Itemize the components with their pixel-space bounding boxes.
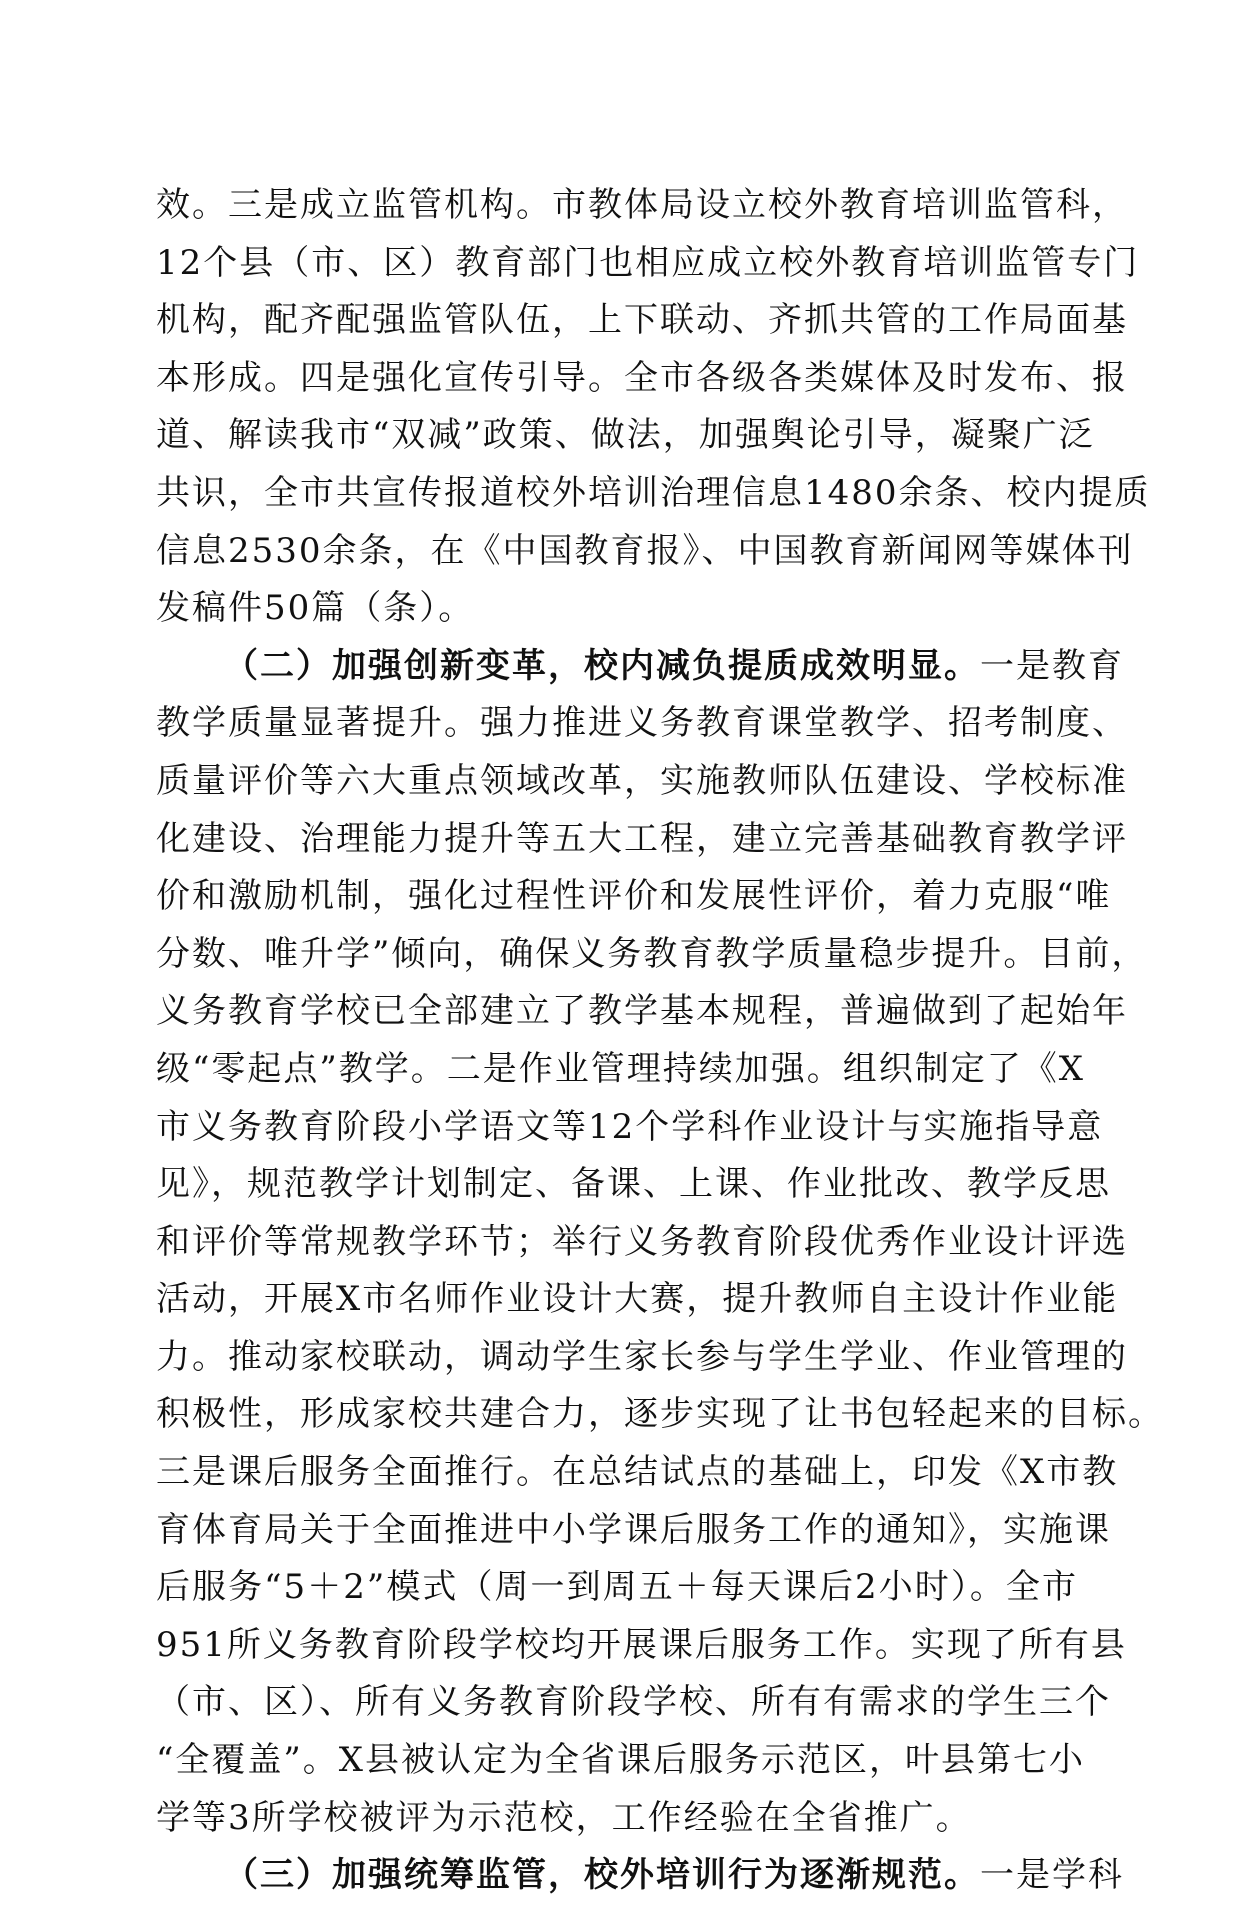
text-line: 道、解读我市“双减”政策、做法，加强舆论引导，凝聚广泛: [156, 415, 1095, 456]
section-heading-2: （二）加强创新变革，校内减负提质成效明显。: [224, 645, 980, 686]
text-line: 化建设、治理能力提升等五大工程，建立完善基础教育教学评: [156, 818, 1128, 859]
text-line: 效。三是成立监管机构。市教体局设立校外教育培训监管科，: [156, 185, 1128, 225]
text-line: 三是课后服务全面推行。在总结试点的基础上，印发《X市教: [156, 1452, 1119, 1493]
text-line: 951所义务教育阶段学校均开展课后服务工作。实现了所有县: [156, 1624, 1127, 1665]
text-line: 价和激励机制，强化过程性评价和发展性评价，着力克服“唯: [156, 876, 1112, 917]
text-line: 质量评价等六大重点领域改革，实施教师队伍建设、学校标准: [156, 760, 1128, 801]
text-line: 分数、唯升学”倾向，确保义务教育教学质量稳步提升。目前，: [156, 933, 1148, 974]
text-line: 和评价等常规教学环节；举行义务教育阶段优秀作业设计评选: [156, 1221, 1128, 1262]
paragraph-1: [156, 177, 1151, 638]
text-line: 发稿件50篇（条）。: [156, 588, 475, 629]
document-page: [156, 177, 1164, 1905]
text-line: [156, 1847, 1124, 1905]
text-line: 积极性，形成家校共建合力，逐步实现了让书包轻起来的目标。: [156, 1394, 1164, 1435]
text-line: 见》，规范教学计划制定、备课、上课、作业批改、教学反思: [156, 1164, 1111, 1205]
text-line: 教学质量显著提升。强力推进义务教育课堂教学、招考制度、: [156, 703, 1128, 744]
text-line: 育体育局关于全面推进中小学课后服务工作的通知》，实施课: [156, 1509, 1111, 1550]
text-line: 后服务“5＋2”模式（周一到周五＋每天课后2小时）。全市: [156, 1567, 1078, 1608]
text-line: 机构，配齐配强监管队伍，上下联动、齐抓共管的工作局面基: [156, 300, 1128, 341]
text-line: 活动，开展X市名师作业设计大赛，提升教师自主设计作业能: [156, 1279, 1119, 1320]
text-line: 共识，全市共宣传报道校外培训治理信息1480余条、校内提质: [156, 472, 1151, 513]
section-heading-3: （三）加强统筹监管，校外培训行为逐渐规范。: [224, 1855, 980, 1896]
text-line: 级“零起点”教学。二是作业管理持续加强。组织制定了《X: [156, 1048, 1085, 1089]
text-line: 学等3所学校被评为示范校，工作经验在全省推广。: [156, 1797, 972, 1838]
text-line: “全覆盖”。X县被认定为全省课后服务示范区，叶县第七小: [156, 1740, 1085, 1781]
text-line: 市义务教育阶段小学语文等12个学科作业设计与实施指导意: [156, 1106, 1104, 1147]
paragraph-2: [156, 638, 1164, 1847]
text-segment: 一是教育: [980, 645, 1124, 686]
text-segment: 一是学科: [980, 1855, 1124, 1896]
text-line: （市、区）、所有义务教育阶段学校、所有有需求的学生三个: [156, 1682, 1111, 1723]
text-line: 12个县（市、区）教育部门也相应成立校外教育培训监管专门: [156, 242, 1140, 283]
text-line: 本形成。四是强化宣传引导。全市各级各类媒体及时发布、报: [156, 357, 1128, 398]
text-line: 力。推动家校联动，调动学生家长参与学生学业、作业管理的: [156, 1336, 1128, 1377]
text-line: 信息2530余条，在《中国教育报》、中国教育新闻网等媒体刊: [156, 530, 1134, 571]
text-line: 义务教育学校已全部建立了教学基本规程，普遍做到了起始年: [156, 991, 1128, 1032]
paragraph-3: [156, 1847, 1124, 1905]
text-line: [156, 638, 1124, 696]
